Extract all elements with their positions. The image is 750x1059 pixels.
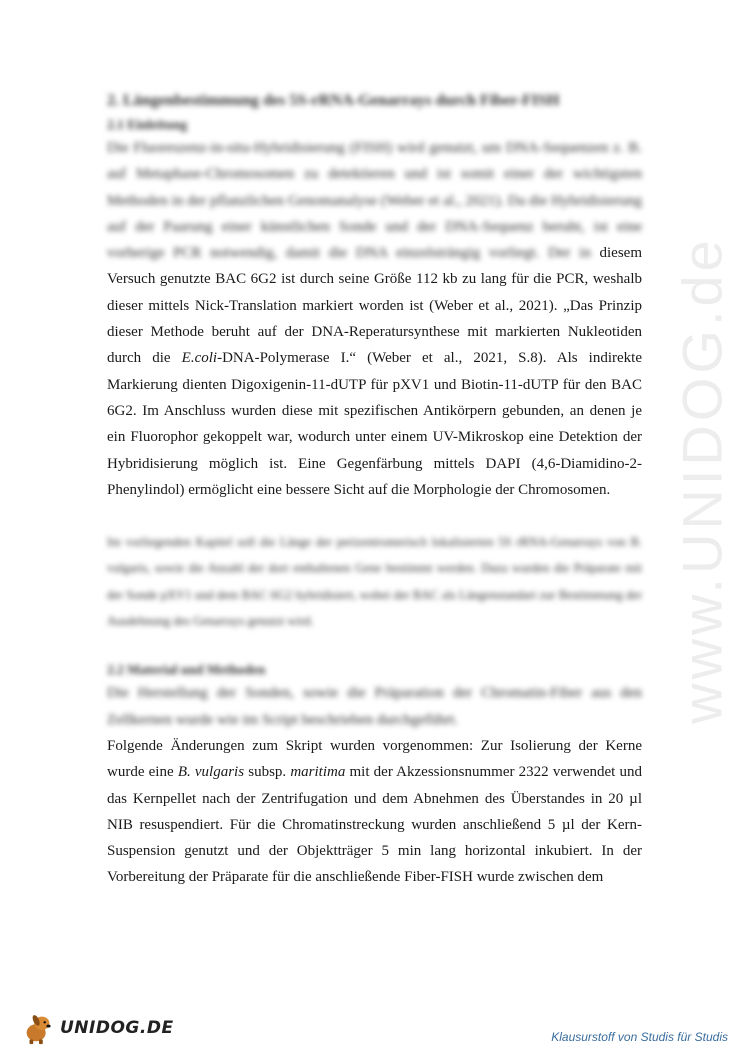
intro-text-part-1: diesem Versuch genutzte BAC 6G2 ist durch seine Größe 112 kb zu lang für die PCR, weshalb dieser mittels Nick-Translation markiert worden ist (Weber et al., 2021). „Das Prinzip dieser Methode beruht auf der DNA-Reperatursynthese mit markierten Nukleotiden durch die	[107, 245, 643, 367]
document-body	[107, 88, 642, 891]
methods-blurred-text: Die Herstellung der Sonden, sowie die Präparation der Chromatin-Fiber aus den Zellkernen wurde wie im Script beschrieben durchgeführt.	[107, 685, 642, 728]
aim-paragraph: Im vorliegenden Kapitel soll die Länge der perizentromerisch lokalisierten 5S rRNA-Genarrays von B. vulgaris, sowie die Anzahl der dort enthaltenen Gene bestimmt werden. Dazu wurden die Präparate mit der Sonde pXV1 und dem BAC 6G2 hybridisiert, wobei der BAC als Längenstandart zur Bestimmung der Ausdehnung des Genarrays genutzt wird.	[107, 535, 642, 629]
methods-text-part-2: subsp.	[244, 764, 291, 781]
methods-paragraph	[107, 680, 642, 890]
dog-icon	[20, 1009, 58, 1047]
intro-paragraph	[107, 135, 642, 503]
watermark: www.UNIDOG.de	[670, 236, 734, 724]
unidog-logo[interactable]	[20, 1008, 174, 1048]
methods-species: B. vulgaris	[177, 764, 245, 781]
intro-heading: 2.1 Einleitung	[107, 117, 188, 132]
methods-text-part-1: Folgende Änderungen zum Skript wurden vorgenommen: Zur Isolierung der Kerne wurde eine	[107, 737, 642, 781]
intro-text-part-2: -DNA-Polymerase I.“ (Weber et al., 2021, S.8). Als indirekte Markierung dienten Digoxigenin-11-dUTP für pXV1 und Biotin-11-dUTP für den BAC 6G2. Im Anschluss wurden diese mit spezifischen Antikörpern gebunden, an denen je ein Fluorophor gekoppelt war, wodurch unter einem UV-Mikroskop eine Detektion der Hybridisierung möglich ist. Eine Gegenfärbung mittels DAPI (4,6-Diamidino-2-Phenylindol) ermöglicht eine bessere Sicht auf die Morphologie der Chromosomen.	[107, 350, 642, 498]
section-title: 2. Längenbestimmung des 5S-rRNA-Genarrays durch Fiber-FISH	[107, 92, 560, 109]
footer-slogan: Klausurstoff von Studis für Studis	[551, 1030, 728, 1044]
methods-text-part-3: mit der Akzessionsnummer 2322 verwendet und das Kernpellet nach der Zentrifugation und dem Abnehmen des Überstandes in 20 µl NIB resuspendiert. Für die Chromatinstreckung wurden anschließend 5 µl der Kern-Suspension genutzt und der Objektträger 5 min lang horizontal inkubiert. In der Vorbereitung der Präparate für die anschließende Fiber-FISH wurde zwischen dem	[107, 764, 642, 886]
intro-blurred-text: Die Fluoreszenz-in-situ-Hybridisierung (FISH) wird genutzt, um DNA-Sequenzen z. B. auf Metaphase-Chromosomen zu detektieren und ist somit einer der wichtigsten Methoden in der pflanzlichen Genomanalyse (Weber et al., 2021). Da die Hybridisierung auf der Paarung einer künstlichen Sonde und der DNA-Sequenz beruht, ist eine vorherige PCR notwendig, damit die DNA einzelsträngig vorliegt. Der in	[107, 140, 642, 262]
methods-subspecies: maritima	[290, 764, 346, 781]
intro-ecoli: E.coli	[181, 350, 218, 367]
logo-text: UNIDOG.DE	[60, 1018, 174, 1038]
methods-heading: 2.2 Material und Methoden	[107, 662, 266, 678]
